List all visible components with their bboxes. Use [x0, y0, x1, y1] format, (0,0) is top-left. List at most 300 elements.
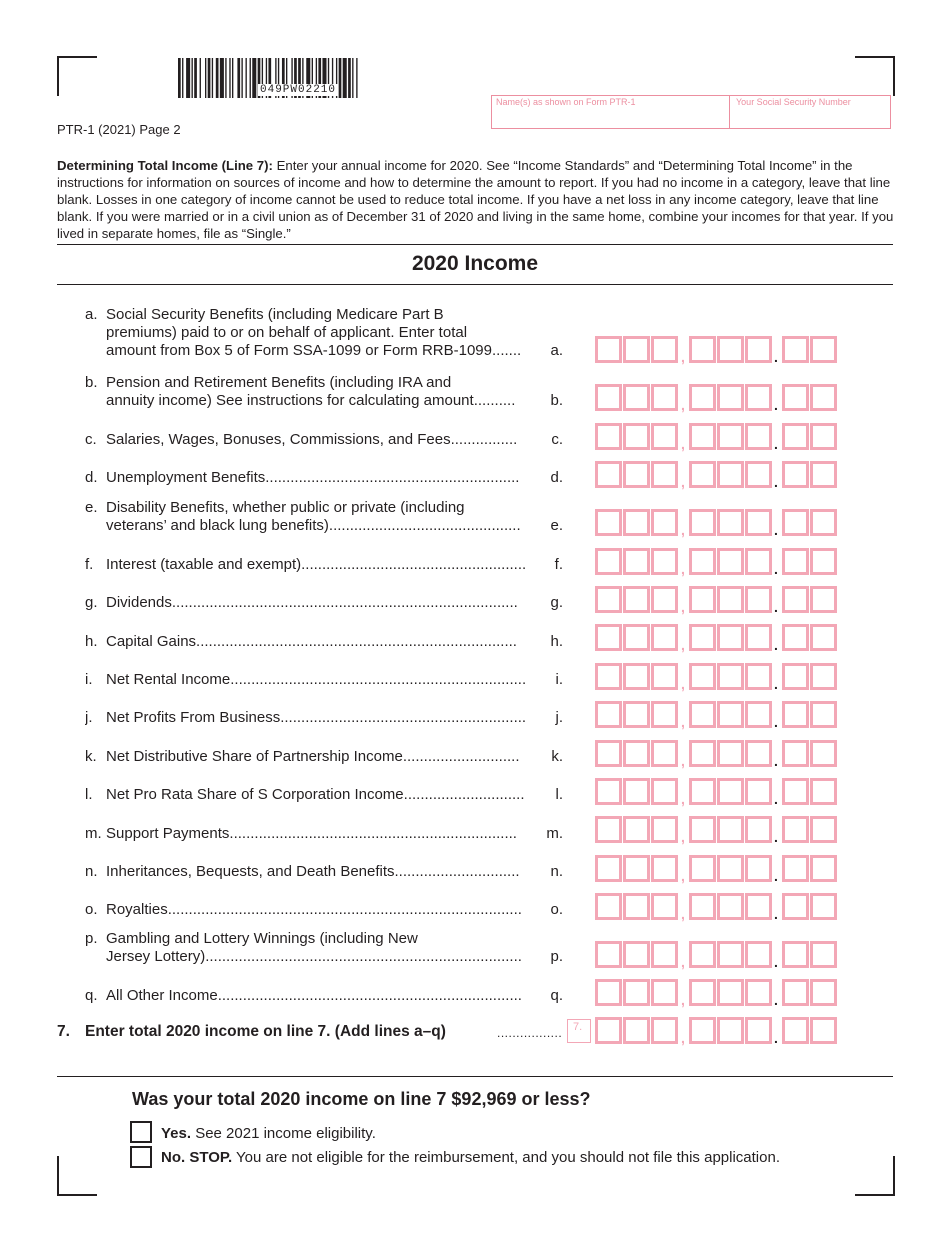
amount-digit-cell[interactable]	[623, 855, 650, 882]
decimal-separator: .	[774, 676, 778, 692]
amount-digit-cell[interactable]	[717, 701, 744, 728]
barcode-bar	[225, 58, 226, 98]
amount-field-l[interactable]	[595, 778, 837, 805]
leader-dots: ............................................................................	[205, 948, 522, 965]
amount-digit-cell[interactable]	[810, 816, 837, 843]
amount-digit-cell[interactable]	[689, 663, 716, 690]
amount-digit-cell[interactable]	[810, 586, 837, 613]
no-checkbox[interactable]	[130, 1146, 152, 1168]
income-line-a	[85, 306, 563, 360]
line-description: Salaries, Wages, Bonuses, Commissions, and Fees	[106, 431, 451, 448]
amount-digit-cell[interactable]	[595, 586, 622, 613]
yes-option-bold: Yes.	[161, 1125, 192, 1142]
intro-paragraph	[57, 157, 897, 242]
line-letter: g.	[85, 594, 98, 611]
amount-digit-cell[interactable]	[745, 586, 772, 613]
amount-field-i[interactable]	[595, 663, 837, 690]
amount-digit-cell[interactable]	[782, 384, 809, 411]
decimal-separator: .	[774, 349, 778, 365]
line-letter: a.	[85, 306, 98, 323]
amount-digit-cell[interactable]	[689, 855, 716, 882]
amount-digit-cell[interactable]	[717, 740, 744, 767]
amount-digit-cell[interactable]	[651, 778, 678, 805]
line-end-letter: l.	[555, 786, 563, 803]
amount-digit-cell[interactable]	[595, 778, 622, 805]
income-line-c	[85, 431, 563, 449]
decimal-separator: .	[774, 474, 778, 490]
amount-digit-cell[interactable]	[745, 778, 772, 805]
thousands-separator: ,	[681, 474, 685, 490]
amount-digit-cell[interactable]	[810, 384, 837, 411]
amount-digit-cell[interactable]	[651, 740, 678, 767]
amount-digit-cell[interactable]	[595, 979, 622, 1006]
line-letter: d.	[85, 469, 98, 486]
line-description: Disability Benefits, whether public or private (including	[106, 499, 465, 516]
amount-digit-cell[interactable]	[782, 461, 809, 488]
amount-digit-cell[interactable]	[689, 1017, 716, 1044]
line-end-letter: q.	[550, 987, 563, 1004]
amount-digit-cell[interactable]	[745, 816, 772, 843]
barcode-bar	[220, 58, 224, 98]
amount-digit-cell[interactable]	[745, 509, 772, 536]
income-line-e	[85, 499, 563, 535]
amount-digit-cell[interactable]	[745, 663, 772, 690]
amount-digit-cell[interactable]	[595, 855, 622, 882]
leader-dots: ...........................................................	[280, 709, 527, 726]
amount-digit-cell[interactable]	[717, 586, 744, 613]
amount-digit-cell[interactable]	[651, 1017, 678, 1044]
yes-checkbox[interactable]	[130, 1121, 152, 1143]
amount-digit-cell[interactable]	[689, 624, 716, 651]
line-description: Inheritances, Bequests, and Death Benefits	[106, 863, 395, 880]
leader-dots: .........................................................................	[217, 987, 522, 1004]
amount-field-a[interactable]	[595, 336, 837, 363]
amount-digit-cell[interactable]	[745, 1017, 772, 1044]
amount-digit-cell[interactable]	[810, 423, 837, 450]
amount-digit-cell[interactable]	[810, 941, 837, 968]
line-description: Unemployment Benefits	[106, 469, 266, 486]
leader-dots: .....................................................................	[229, 825, 517, 842]
line-end-letter: m.	[546, 825, 563, 842]
line-end-letter: a.	[550, 342, 563, 359]
line-description: Pension and Retirement Benefits (including IRA and	[106, 374, 452, 391]
amount-digit-cell[interactable]	[595, 423, 622, 450]
line-description: premiums) paid to or on behalf of applicant. Enter total	[106, 324, 468, 341]
thousands-separator: ,	[681, 954, 685, 970]
amount-digit-cell[interactable]	[745, 893, 772, 920]
income-line-d	[85, 469, 563, 487]
decimal-separator: .	[774, 829, 778, 845]
amount-digit-cell[interactable]	[595, 384, 622, 411]
barcode-bar	[348, 58, 351, 98]
amount-digit-cell[interactable]	[623, 663, 650, 690]
amount-digit-cell[interactable]	[595, 701, 622, 728]
amount-digit-cell[interactable]	[651, 816, 678, 843]
line-description: Jersey Lottery)	[106, 948, 206, 965]
amount-digit-cell[interactable]	[595, 663, 622, 690]
thousands-separator: ,	[681, 561, 685, 577]
thousands-separator: ,	[681, 1030, 685, 1046]
amount-digit-cell[interactable]	[651, 548, 678, 575]
leader-dots: ...................................................................................	[171, 594, 518, 611]
amount-digit-cell[interactable]	[595, 461, 622, 488]
amount-digit-cell[interactable]	[651, 701, 678, 728]
amount-digit-cell[interactable]	[782, 586, 809, 613]
leader-dots: ......................................................	[301, 556, 527, 573]
thousands-separator: ,	[681, 676, 685, 692]
line-description: Net Pro Rata Share of S Corporation Income	[106, 786, 404, 803]
amount-digit-cell[interactable]	[623, 740, 650, 767]
barcode-bar	[250, 58, 251, 98]
amount-digit-cell[interactable]	[595, 893, 622, 920]
line-letter: q.	[85, 987, 98, 1004]
amount-digit-cell[interactable]	[717, 816, 744, 843]
registration-mark-top-right	[855, 56, 895, 96]
amount-digit-cell[interactable]	[782, 816, 809, 843]
amount-digit-cell[interactable]	[717, 979, 744, 1006]
decimal-separator: .	[774, 954, 778, 970]
amount-field-p[interactable]	[595, 941, 837, 968]
line-end-letter: p.	[550, 948, 563, 965]
barcode-bar	[212, 58, 213, 98]
amount-field-e[interactable]	[595, 509, 837, 536]
amount-digit-cell[interactable]	[810, 979, 837, 1006]
income-line-q	[85, 987, 563, 1005]
amount-field-f[interactable]	[595, 548, 837, 575]
barcode-bar	[216, 58, 219, 98]
barcode-bar	[343, 58, 347, 98]
amount-digit-cell[interactable]	[689, 336, 716, 363]
thousands-separator: ,	[681, 906, 685, 922]
leader-dots: .............................................................................	[196, 633, 517, 650]
line-letter: n.	[85, 863, 98, 880]
line-letter: h.	[85, 633, 98, 650]
decimal-separator: .	[774, 436, 778, 452]
line-end-letter: o.	[550, 901, 563, 918]
divider-top	[57, 244, 893, 245]
line-description: annuity income) See instructions for calculating amount	[106, 392, 474, 409]
decimal-separator: .	[774, 1030, 778, 1046]
amount-field-j[interactable]	[595, 701, 837, 728]
divider-title	[57, 284, 893, 285]
thousands-separator: ,	[681, 599, 685, 615]
amount-digit-cell[interactable]	[595, 548, 622, 575]
amount-digit-cell[interactable]	[745, 941, 772, 968]
decimal-separator: .	[774, 992, 778, 1008]
amount-digit-cell[interactable]	[623, 586, 650, 613]
total-amount-field[interactable]	[595, 1017, 837, 1044]
income-line-l	[85, 786, 563, 804]
line-description: Capital Gains	[106, 633, 197, 650]
line-end-letter: i.	[555, 671, 563, 688]
amount-digit-cell[interactable]	[717, 1017, 744, 1044]
barcode-bar	[352, 58, 353, 98]
amount-digit-cell[interactable]	[689, 509, 716, 536]
amount-digit-cell[interactable]	[651, 461, 678, 488]
line-end-letter: f.	[554, 556, 563, 573]
amount-field-c[interactable]	[595, 423, 837, 450]
amount-digit-cell[interactable]	[651, 423, 678, 450]
leader-dots: .............................................................	[265, 469, 520, 486]
yes-option-text: See 2021 income eligibility.	[191, 1125, 376, 1142]
amount-digit-cell[interactable]	[782, 624, 809, 651]
amount-field-h[interactable]	[595, 624, 837, 651]
income-line-g	[85, 594, 563, 612]
amount-digit-cell[interactable]	[745, 336, 772, 363]
amount-digit-cell[interactable]	[782, 701, 809, 728]
amount-digit-cell[interactable]	[689, 893, 716, 920]
barcode-bar	[182, 58, 183, 98]
amount-digit-cell[interactable]	[623, 624, 650, 651]
income-line-j	[85, 709, 563, 727]
barcode-bar	[241, 58, 242, 98]
amount-field-q[interactable]	[595, 979, 837, 1006]
amount-digit-cell[interactable]	[717, 941, 744, 968]
amount-digit-cell[interactable]	[717, 461, 744, 488]
line-end-letter: h.	[550, 633, 563, 650]
income-line-i	[85, 671, 563, 689]
page-identifier: PTR-1 (2021) Page 2	[57, 122, 181, 137]
registration-mark-top-left	[57, 56, 97, 96]
income-line-h	[85, 633, 563, 651]
total-leader-dots: .................	[497, 1026, 563, 1040]
amount-digit-cell[interactable]	[623, 979, 650, 1006]
leader-dots: .......................................................................	[230, 671, 527, 688]
income-line-n	[85, 863, 563, 881]
amount-digit-cell[interactable]	[651, 979, 678, 1006]
amount-digit-cell[interactable]	[745, 461, 772, 488]
amount-digit-cell[interactable]	[782, 855, 809, 882]
amount-digit-cell[interactable]	[782, 979, 809, 1006]
total-line-label	[57, 1023, 446, 1041]
line-description: veterans’ and black lung benefits)	[106, 517, 329, 534]
amount-digit-cell[interactable]	[689, 816, 716, 843]
line-letter: e.	[85, 499, 98, 516]
intro-heading: Determining Total Income (Line 7):	[57, 158, 273, 173]
decimal-separator: .	[774, 753, 778, 769]
amount-digit-cell[interactable]	[717, 509, 744, 536]
decimal-separator: .	[774, 714, 778, 730]
thousands-separator: ,	[681, 753, 685, 769]
amount-digit-cell[interactable]	[782, 778, 809, 805]
amount-field-m[interactable]	[595, 816, 837, 843]
amount-field-b[interactable]	[595, 384, 837, 411]
amount-digit-cell[interactable]	[782, 423, 809, 450]
barcode-bar	[229, 58, 230, 98]
amount-digit-cell[interactable]	[623, 461, 650, 488]
amount-digit-cell[interactable]	[810, 663, 837, 690]
amount-digit-cell[interactable]	[623, 548, 650, 575]
amount-digit-cell[interactable]	[689, 586, 716, 613]
amount-digit-cell[interactable]	[623, 816, 650, 843]
amount-digit-cell[interactable]	[689, 941, 716, 968]
barcode-bar	[356, 58, 357, 98]
amount-digit-cell[interactable]	[810, 624, 837, 651]
line-end-letter: n.	[550, 863, 563, 880]
amount-digit-cell[interactable]	[651, 509, 678, 536]
amount-digit-cell[interactable]	[651, 624, 678, 651]
amount-digit-cell[interactable]	[745, 701, 772, 728]
amount-digit-cell[interactable]	[651, 941, 678, 968]
amount-digit-cell[interactable]	[623, 336, 650, 363]
decimal-separator: .	[774, 791, 778, 807]
amount-field-d[interactable]	[595, 461, 837, 488]
amount-digit-cell[interactable]	[717, 384, 744, 411]
line-letter: k.	[85, 748, 97, 765]
amount-digit-cell[interactable]	[782, 509, 809, 536]
amount-digit-cell[interactable]	[623, 423, 650, 450]
amount-digit-cell[interactable]	[810, 778, 837, 805]
amount-digit-cell[interactable]	[623, 701, 650, 728]
thousands-separator: ,	[681, 349, 685, 365]
thousands-separator: ,	[681, 868, 685, 884]
amount-digit-cell[interactable]	[810, 740, 837, 767]
intro-body: Enter your annual income for 2020. See “Income Standards” and “Determining Total Income” in the instructions for information on sources of income and how to determine the amount to report. If you had no income in a category, leave that line blank. Losses in one category of income cannot be used to reduce total income. If you have a net loss in any income category, leave that line blank. If you were married or in a civil union as of December 31 of 2020 and living in the same home, combine your incomes for that year. If you lived in separate homes, file as “Single.”	[57, 158, 894, 241]
amount-digit-cell[interactable]	[745, 740, 772, 767]
amount-digit-cell[interactable]	[782, 941, 809, 968]
amount-digit-cell[interactable]	[745, 979, 772, 1006]
amount-field-n[interactable]	[595, 855, 837, 882]
amount-digit-cell[interactable]	[810, 893, 837, 920]
amount-digit-cell[interactable]	[651, 893, 678, 920]
decimal-separator: .	[774, 522, 778, 538]
total-line-tag: 7.	[567, 1019, 591, 1043]
amount-digit-cell[interactable]	[717, 423, 744, 450]
amount-digit-cell[interactable]	[689, 548, 716, 575]
leader-dots: .............................	[403, 786, 525, 803]
amount-digit-cell[interactable]	[810, 855, 837, 882]
amount-digit-cell[interactable]	[595, 816, 622, 843]
amount-digit-cell[interactable]	[745, 624, 772, 651]
amount-digit-cell[interactable]	[623, 384, 650, 411]
amount-digit-cell[interactable]	[689, 778, 716, 805]
amount-digit-cell[interactable]	[689, 979, 716, 1006]
amount-field-o[interactable]	[595, 893, 837, 920]
barcode-bar	[178, 58, 181, 98]
amount-digit-cell[interactable]	[810, 461, 837, 488]
amount-digit-cell[interactable]	[745, 384, 772, 411]
barcode-bar	[246, 58, 247, 98]
amount-digit-cell[interactable]	[595, 941, 622, 968]
amount-digit-cell[interactable]	[810, 548, 837, 575]
income-line-f	[85, 556, 563, 574]
amount-digit-cell[interactable]	[689, 423, 716, 450]
amount-digit-cell[interactable]	[782, 1017, 809, 1044]
amount-digit-cell[interactable]	[595, 624, 622, 651]
barcode-bar	[200, 58, 201, 98]
line-description: All Other Income	[106, 987, 218, 1004]
registration-mark-bottom-right	[855, 1156, 895, 1196]
line-description: amount from Box 5 of Form SSA-1099 or Form RRB-1099	[106, 342, 492, 359]
line-description: Net Distributive Share of Partnership Income	[106, 748, 403, 765]
amount-digit-cell[interactable]	[651, 586, 678, 613]
thousands-separator: ,	[681, 791, 685, 807]
eligibility-question: Was your total 2020 income on line 7 $92,969 or less?	[132, 1089, 591, 1109]
leader-dots: ................	[450, 431, 518, 448]
barcode-bar	[252, 58, 256, 98]
amount-digit-cell[interactable]	[689, 461, 716, 488]
amount-digit-cell[interactable]	[651, 336, 678, 363]
line-letter: m.	[85, 825, 102, 842]
thousands-separator: ,	[681, 522, 685, 538]
amount-digit-cell[interactable]	[689, 384, 716, 411]
line-end-letter: c.	[551, 431, 563, 448]
registration-mark-bottom-left	[57, 1156, 97, 1196]
amount-digit-cell[interactable]	[623, 941, 650, 968]
amount-digit-cell[interactable]	[745, 423, 772, 450]
amount-digit-cell[interactable]	[651, 663, 678, 690]
leader-dots: ..............................	[394, 863, 520, 880]
barcode-bar	[186, 58, 190, 98]
line-letter: j.	[85, 709, 93, 726]
no-option-label	[161, 1149, 780, 1166]
barcode-bar	[192, 58, 193, 98]
amount-digit-cell[interactable]	[810, 336, 837, 363]
barcode-number: 049PW02210	[260, 84, 337, 96]
amount-digit-cell[interactable]	[745, 548, 772, 575]
thousands-separator: ,	[681, 992, 685, 1008]
amount-digit-cell[interactable]	[717, 893, 744, 920]
amount-digit-cell[interactable]	[717, 663, 744, 690]
amount-digit-cell[interactable]	[782, 893, 809, 920]
yes-option-label	[161, 1125, 376, 1142]
no-option-text: You are not eligible for the reimbursement, and you should not file this application.	[232, 1149, 780, 1166]
amount-digit-cell[interactable]	[717, 778, 744, 805]
amount-digit-cell[interactable]	[623, 1017, 650, 1044]
amount-digit-cell[interactable]	[810, 509, 837, 536]
amount-digit-cell[interactable]	[623, 778, 650, 805]
amount-digit-cell[interactable]	[810, 701, 837, 728]
ssn-field-label: Your Social Security Number	[736, 97, 851, 107]
amount-digit-cell[interactable]	[651, 384, 678, 411]
amount-digit-cell[interactable]	[782, 548, 809, 575]
amount-digit-cell[interactable]	[782, 663, 809, 690]
amount-digit-cell[interactable]	[717, 624, 744, 651]
amount-digit-cell[interactable]	[689, 701, 716, 728]
total-line-text: Enter total 2020 income on line 7. (Add lines a–q)	[85, 1023, 446, 1040]
line-end-letter: j.	[555, 709, 563, 726]
line-letter: f.	[85, 556, 94, 573]
amount-digit-cell[interactable]	[595, 740, 622, 767]
name-ssn-box	[491, 95, 891, 129]
line-end-letter: k.	[551, 748, 563, 765]
amount-field-k[interactable]	[595, 740, 837, 767]
amount-digit-cell[interactable]	[782, 740, 809, 767]
amount-digit-cell[interactable]	[717, 548, 744, 575]
amount-digit-cell[interactable]	[623, 509, 650, 536]
amount-field-g[interactable]	[595, 586, 837, 613]
decimal-separator: .	[774, 637, 778, 653]
amount-digit-cell[interactable]	[717, 855, 744, 882]
amount-digit-cell[interactable]	[595, 336, 622, 363]
line-end-letter: e.	[550, 517, 563, 534]
amount-digit-cell[interactable]	[782, 336, 809, 363]
amount-digit-cell[interactable]	[595, 1017, 622, 1044]
amount-digit-cell[interactable]	[689, 740, 716, 767]
thousands-separator: ,	[681, 436, 685, 452]
amount-digit-cell[interactable]	[651, 855, 678, 882]
amount-digit-cell[interactable]	[745, 855, 772, 882]
line-description: Royalties	[106, 901, 168, 918]
decimal-separator: .	[774, 561, 778, 577]
leader-dots: .......	[491, 342, 522, 359]
amount-digit-cell[interactable]	[623, 893, 650, 920]
barcode-bar	[205, 58, 206, 98]
amount-digit-cell[interactable]	[595, 509, 622, 536]
amount-digit-cell[interactable]	[717, 336, 744, 363]
amount-digit-cell[interactable]	[810, 1017, 837, 1044]
line-letter: i.	[85, 671, 93, 688]
